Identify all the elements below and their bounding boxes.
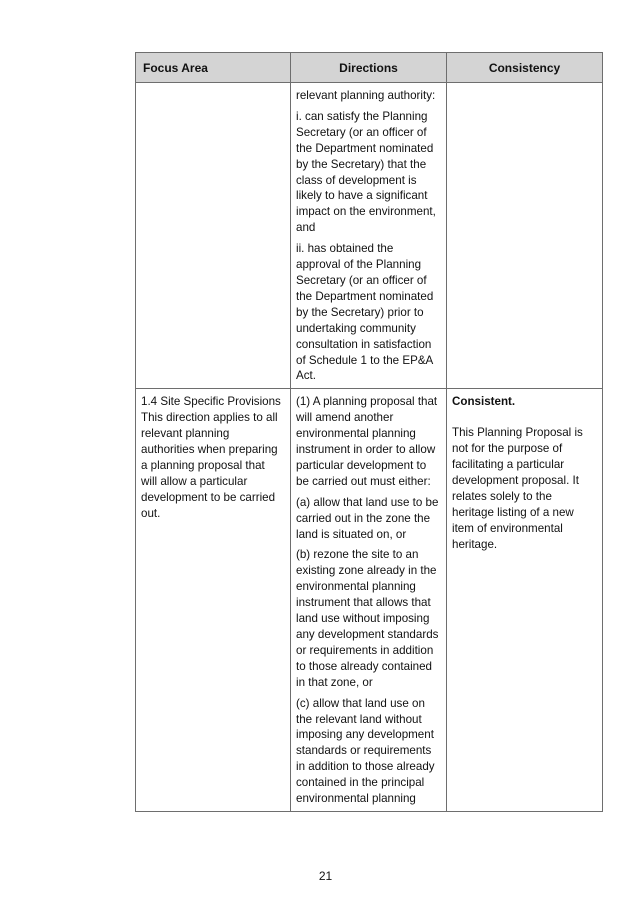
header-directions: Directions [291,53,447,83]
focus-area-cell [136,83,291,389]
direction-paragraph: relevant planning authority: [296,89,436,102]
direction-paragraph: (c) allow that land use on the relevant land without imposing any development standards or requirements in addition to those already contained in the principal environmental planning [296,696,435,806]
direction-paragraph: i. can satisfy the Planning Secretary (or an officer of the Department nominated by the Secretary) that the class of development is likely to have a significant impact on the environment, and [296,109,436,235]
directions-cell [291,83,447,389]
focus-area-text: 1.4 Site Specific Provisions This direction applies to all relevant planning authorities when preparing a planning proposal that will allow a particular development to be carried out. [141,395,281,520]
direction-paragraph: (a) allow that land use to be carried out in the zone the land is situated on, or [296,495,439,541]
consistency-cell [447,83,603,389]
page-number: 21 [318,869,333,883]
consistency-text: This Planning Proposal is not for the purpose of facilitating a particular development proposal. It relates solely to the heritage listing of a new item of environmental heritage. [452,426,583,551]
focus-area-cell [136,389,291,812]
consistency-heading: Consistent. [452,395,516,409]
consistency-cell [447,389,603,812]
directions-table [135,52,603,812]
directions-cell [291,389,447,812]
table-row [136,83,603,389]
direction-paragraph: (1) A planning proposal that will amend another environmental planning instrument in order to allow particular development to be carried out must either: [296,395,438,488]
table-row [136,389,603,812]
header-consistency: Consistency [447,53,603,83]
header-focus-area: Focus Area [136,53,291,83]
table-header-row [136,53,603,83]
direction-paragraph: ii. has obtained the approval of the Planning Secretary (or an officer of the Department nominated by the Secretary) prior to undertaking community consultation in satisfaction of Schedule 1 to the EP&A Act. [296,242,434,383]
direction-paragraph: (b) rezone the site to an existing zone already in the environmental planning instrument that allows that land use without imposing any development standards or requirements in addition to those already contained in that zone, or [296,548,439,689]
